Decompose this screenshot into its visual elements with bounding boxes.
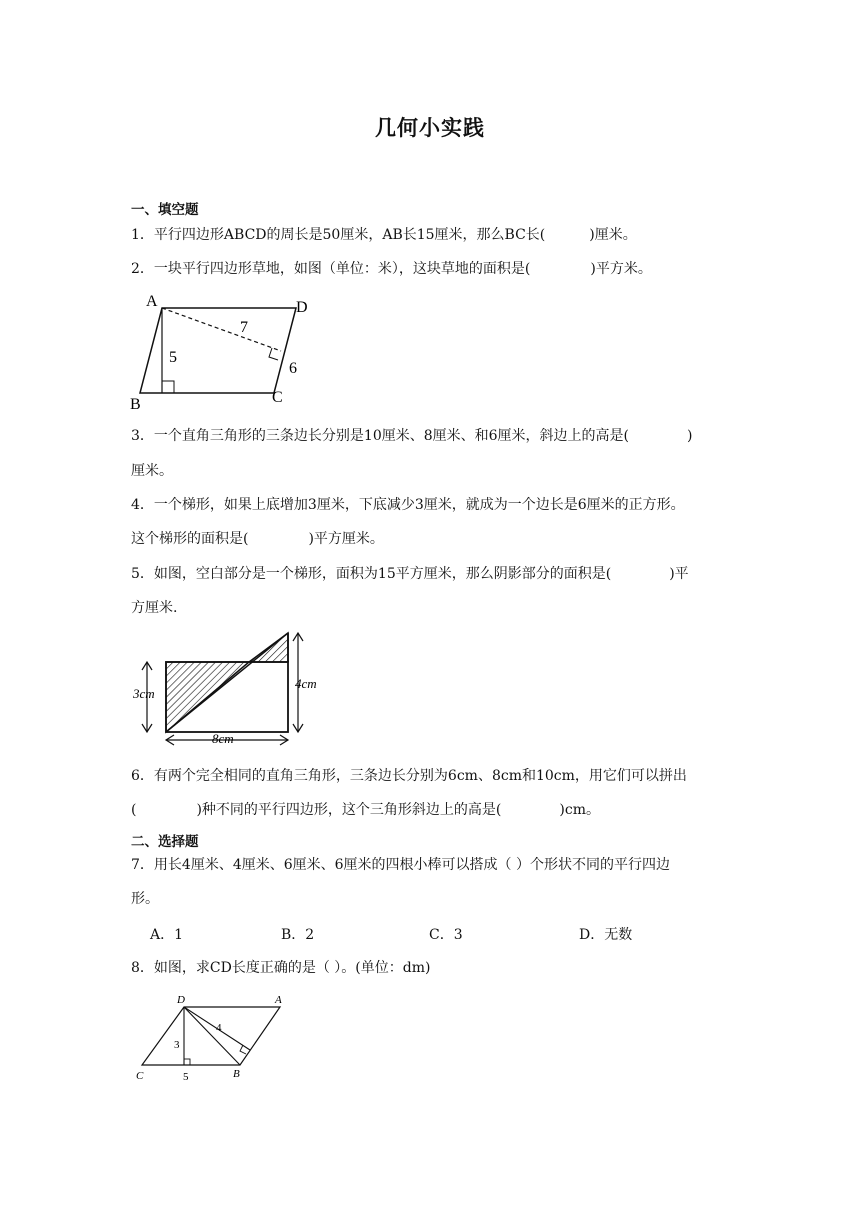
label-4cm: 4cm (295, 676, 317, 691)
question-text: )cm。 (559, 802, 600, 818)
question-text: 这个梯形的面积是( (131, 531, 249, 547)
label-height-3: 3 (174, 1039, 180, 1051)
question-8 (131, 958, 731, 978)
question-text: 一个直角三角形的三条边长分别是10厘米、8厘米、和6厘米，斜边上的高是( (153, 428, 630, 444)
question-text: 有两个完全相同的直角三角形，三条边长分别为6cm、8cm和10cm，用它们可以拼出 (153, 768, 687, 784)
right-angle-mark (184, 1059, 190, 1065)
height-line-dashed (162, 308, 281, 351)
question-text: )种不同的平行四边形，这个三角形斜边上的高是( (196, 802, 502, 818)
label-height-5: 5 (169, 349, 177, 366)
question-text: )厘米。 (589, 227, 637, 243)
question-text: 用长4厘米、4厘米、6厘米、6厘米的四根小棒可以搭成（ ）个形状不同的平行四边 (153, 857, 670, 873)
question-text: )平 (669, 566, 689, 582)
question-text: 一块平行四边形草地，如图（单位：米），这块草地的面积是( (153, 261, 531, 277)
option-d[interactable]: D．无数 (579, 927, 633, 943)
label-c: C (272, 389, 283, 406)
label-a: A (275, 994, 282, 1006)
section-multiple-choice: 二、选择题 (131, 834, 199, 850)
question-number: 7． (131, 857, 154, 873)
question-7 (131, 855, 731, 875)
question-1 (131, 225, 731, 245)
question-text: ) (687, 428, 693, 444)
question-text: )平方厘米。 (308, 531, 384, 547)
question-text: 一个梯形，如果上底增加3厘米，下底减少3厘米，就成为一个边长是6厘米的正方形。 (153, 497, 685, 513)
right-angle-mark (162, 381, 174, 393)
question-text: 平行四边形ABCD的周长是50厘米，AB长15厘米，那么BC长( (153, 227, 546, 243)
question-3-cont: 厘米。 (131, 463, 173, 479)
question-text: 如图，求CD长度正确的是（ ）。(单位：dm) (153, 960, 431, 976)
option-c[interactable]: C．3 (429, 927, 463, 943)
parallelogram-outline (142, 1007, 280, 1065)
label-base-5: 5 (183, 1071, 189, 1083)
label-side-6: 6 (289, 360, 297, 377)
question-4 (131, 495, 731, 515)
question-number: 4． (131, 497, 154, 513)
question-number: 6． (131, 768, 154, 784)
question-3 (131, 426, 731, 446)
parallelogram-dabc-figure (130, 988, 290, 1084)
question-number: 8． (131, 960, 154, 976)
label-b: B (130, 396, 141, 413)
parallelogram-outline (140, 308, 296, 393)
question-5-cont: 方厘米. (131, 600, 178, 616)
question-number: 5． (131, 566, 154, 582)
question-2 (131, 259, 731, 279)
question-number: 3． (131, 428, 154, 444)
label-3cm: 3cm (133, 686, 155, 701)
question-7-cont: 形。 (131, 891, 159, 907)
question-6 (131, 766, 731, 786)
section-fill-blank: 一、填空题 (131, 202, 199, 218)
question-number: 1． (131, 227, 154, 243)
label-c: C (136, 1070, 144, 1082)
question-text: ( (131, 802, 137, 818)
label-d: D (296, 299, 308, 316)
question-5 (131, 564, 731, 584)
label-a: A (146, 293, 158, 310)
page-title: 几何小实践 (375, 116, 485, 140)
question-text: 如图，空白部分是一个梯形，面积为15平方厘米，那么阴影部分的面积是( (153, 566, 612, 582)
question-number: 2． (131, 261, 154, 277)
question-6-cont (131, 800, 731, 820)
label-height-4: 4 (216, 1022, 222, 1034)
option-b[interactable]: B．2 (281, 927, 315, 943)
label-8cm: 8cm (212, 731, 234, 746)
question-4-cont (131, 529, 731, 549)
label-b: B (233, 1068, 240, 1080)
parallelogram-figure (126, 290, 316, 414)
question-text: )平方米。 (590, 261, 652, 277)
label-d: D (177, 994, 185, 1006)
diagonal-db (184, 1007, 240, 1065)
trapezoid-shaded-figure (131, 626, 331, 750)
label-height-7: 7 (240, 319, 248, 336)
option-a[interactable]: A．1 (150, 927, 184, 943)
